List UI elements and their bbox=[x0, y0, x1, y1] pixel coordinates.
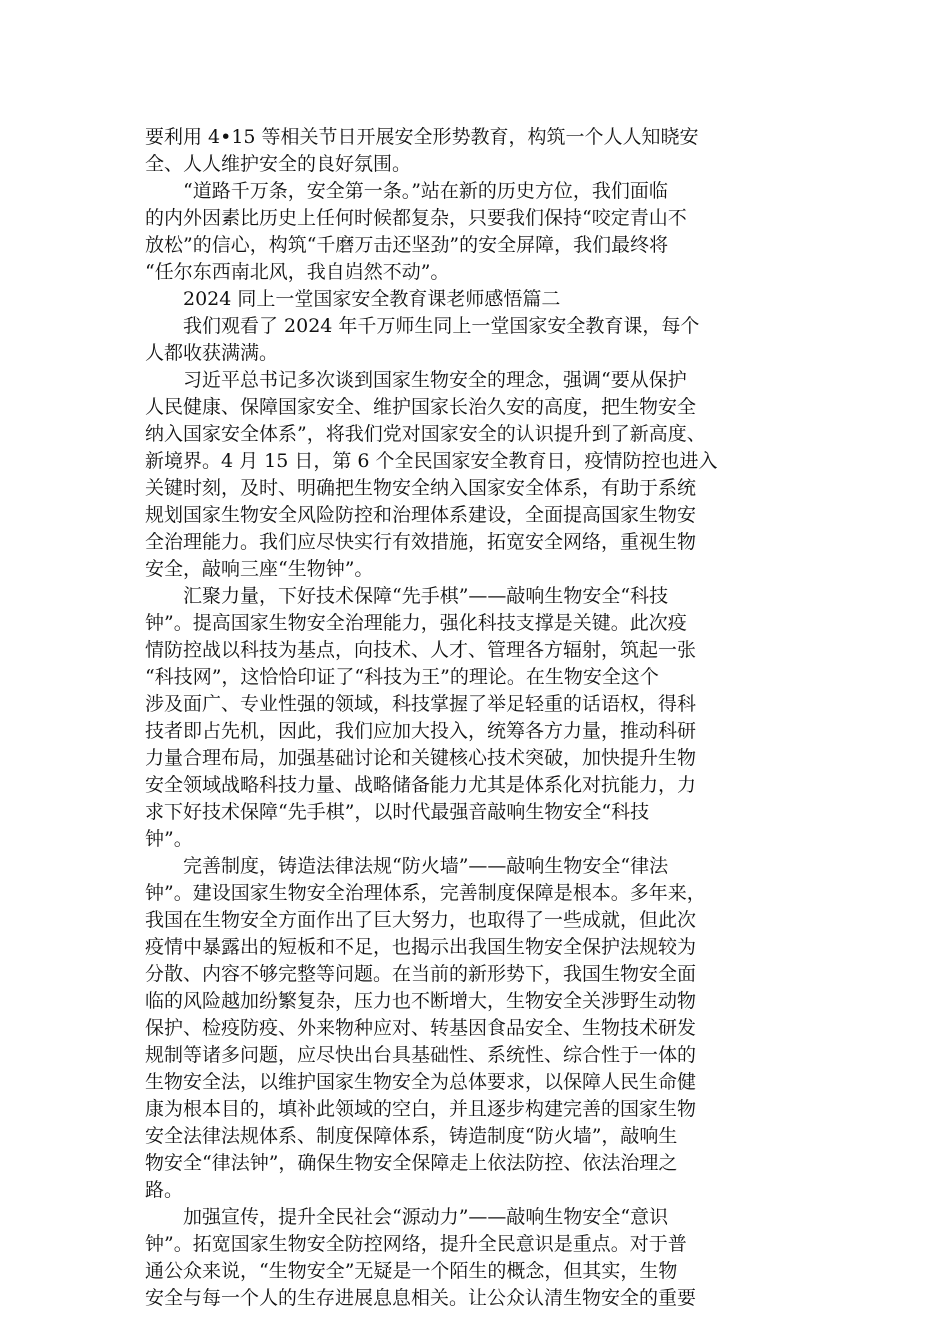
text-line: 要利用 4•15 等相关节日开展安全形势教育，构筑一个人人知晓安 bbox=[145, 126, 699, 148]
text-line: 临的风险越加纷繁复杂，压力也不断增大，生物安全关涉野生动物 bbox=[145, 990, 697, 1012]
text-line: 技者即占先机，因此，我们应加大投入，统筹各方力量，推动科研 bbox=[145, 720, 697, 742]
text-line: 分散、内容不够完整等问题。在当前的新形势下，我国生物安全面 bbox=[145, 963, 697, 985]
text-line: 钟”。拓宽国家生物安全防控网络，提升全民意识是重点。对于普 bbox=[145, 1233, 687, 1255]
text-line: 生物安全法，以维护国家生物安全为总体要求，以保障人民生命健 bbox=[145, 1071, 697, 1093]
text-line: “道路千万条，安全第一条。”站在新的历史方位，我们面临 bbox=[145, 180, 668, 202]
text-line: 完善制度，铸造法律法规“防火墙”——敲响生物安全“律法 bbox=[145, 855, 669, 877]
text-line: 路。 bbox=[145, 1179, 184, 1201]
text-line: 规制等诸多问题，应尽快出台具基础性、系统性、综合性于一体的 bbox=[145, 1044, 697, 1066]
text-line: 的内外因素比历史上任何时候都复杂，只要我们保持“咬定青山不 bbox=[145, 207, 687, 229]
text-line: 人民健康、保障国家安全、维护国家长治久安的高度，把生物安全 bbox=[145, 396, 697, 418]
text-line: “任尔东西南北风，我自岿然不动”。 bbox=[145, 261, 450, 283]
text-line: 保护、检疫防疫、外来物种应对、转基因食品安全、生物技术研发 bbox=[145, 1017, 697, 1039]
text-line: 全、人人维护安全的良好氛围。 bbox=[145, 153, 412, 175]
text-line: 安全领域战略科技力量、战略储备能力尤其是体系化对抗能力，力 bbox=[145, 774, 697, 796]
text-line: “科技网”，这恰恰印证了“科技为王”的理论。在生物安全这个 bbox=[145, 666, 659, 688]
text-line: 人都收获满满。 bbox=[145, 342, 279, 364]
text-line: 物安全“律法钟”，确保生物安全保障走上依法防控、依法治理之 bbox=[145, 1152, 678, 1174]
text-line: 疫情中暴露出的短板和不足，也揭示出我国生物安全保护法规较为 bbox=[145, 936, 697, 958]
text-line: 钟”。建设国家生物安全治理体系，完善制度保障是根本。多年来， bbox=[145, 882, 706, 904]
text-line: 钟”。 bbox=[145, 828, 193, 850]
text-line: 汇聚力量，下好技术保障“先手棋”——敲响生物安全“科技 bbox=[145, 585, 669, 607]
text-line: 情防控战以科技为基点，向技术、人才、管理各方辐射，筑起一张 bbox=[145, 639, 697, 661]
text-line: 全治理能力。我们应尽快实行有效措施，拓宽安全网络，重视生物 bbox=[145, 531, 697, 553]
text-line: 求下好技术保障“先手棋”，以时代最强音敲响生物安全“科技 bbox=[145, 801, 650, 823]
text-line: 安全，敲响三座“生物钟”。 bbox=[145, 558, 374, 580]
text-line: 纳入国家安全体系”，将我们党对国家安全的认识提升到了新高度、 bbox=[145, 423, 706, 445]
text-line: 放松”的信心，构筑“千磨万击还坚劲”的安全屏障，我们最终将 bbox=[145, 234, 669, 256]
text-line: 规划国家生物安全风险防控和治理体系建设，全面提高国家生物安 bbox=[145, 504, 697, 526]
text-line: 新境界。4 月 15 日，第 6 个全民国家安全教育日，疫情防控也进入 bbox=[145, 450, 718, 472]
section-heading: 2024 同上一堂国家安全教育课老师感悟篇二 bbox=[145, 288, 561, 310]
text-line: 钟”。提高国家生物安全治理能力，强化科技支撑是关键。此次疫 bbox=[145, 612, 687, 634]
text-line: 我们观看了 2024 年千万师生同上一堂国家安全教育课，每个 bbox=[145, 315, 700, 337]
text-line: 我国在生物安全方面作出了巨大努力，也取得了一些成就，但此次 bbox=[145, 909, 697, 931]
text-line: 力量合理布局，加强基础讨论和关键核心技术突破，加快提升生物 bbox=[145, 747, 697, 769]
text-line: 安全法律法规体系、制度保障体系，铸造制度“防火墙”，敲响生 bbox=[145, 1125, 678, 1147]
text-line: 安全与每一个人的生存进展息息相关。让公众认清生物安全的重要 bbox=[145, 1287, 697, 1309]
text-line: 通公众来说，“生物安全”无疑是一个陌生的概念，但其实，生物 bbox=[145, 1260, 678, 1282]
text-line: 关键时刻，及时、明确把生物安全纳入国家安全体系，有助于系统 bbox=[145, 477, 697, 499]
text-line: 康为根本目的，填补此领域的空白，并且逐步构建完善的国家生物 bbox=[145, 1098, 697, 1120]
text-line: 涉及面广、专业性强的领域，科技掌握了举足轻重的话语权，得科 bbox=[145, 693, 697, 715]
text-line: 习近平总书记多次谈到国家生物安全的理念，强调“要从保护 bbox=[145, 369, 687, 391]
text-line: 加强宣传，提升全民社会“源动力”——敲响生物安全“意识 bbox=[145, 1206, 669, 1228]
